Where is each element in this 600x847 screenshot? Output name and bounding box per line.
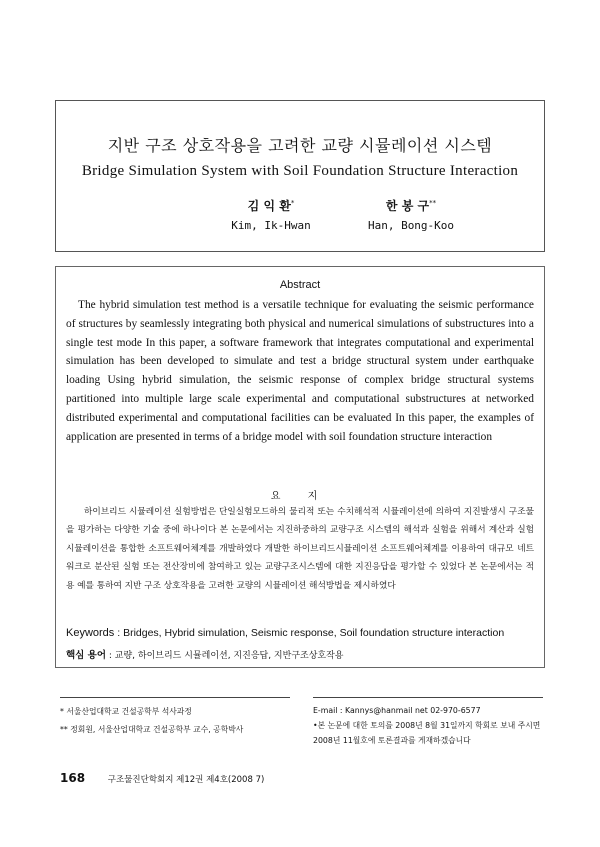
author-1-en: Kim, Ik-Hwan [231, 219, 311, 232]
contact-info: E-mail : Kannys@hanmail net 02-970-6577 [313, 706, 481, 715]
title-korean: 지반 구조 상호작용을 고려한 교량 시뮬레이션 시스템 [107, 136, 493, 155]
page-footer [60, 771, 264, 785]
keywords-label-ko: 핵심 용어 [66, 650, 107, 661]
keywords-korean: 핵심 용어 : 교량, 하이브리드 시뮬레이션, 지진응답, 지반구조상호작용 [66, 650, 344, 661]
abstract-text: The hybrid simulation test method is a versatile technique for evaluating the seismic performance of structures by seamlessly integrating both physical and numerical simulations of substructures into a single test mode In this paper, a software framework that integrates computational and experimental simulation has been developed to simulate and test a bridge structural system under earthquake loading Using hybrid simulation, the seismic response of complex bridge structural systems partitioned into multiple large scale experimental and computational substructures at networked distributed experimental and computational facilities can be evaluated In this paper, the examples of application are presented in terms of a bridge model with soil foundation structure interaction [66, 299, 534, 443]
footnote-1: * 서울산업대학교 건설공학부 석사과정 [60, 707, 192, 716]
footnotes-right [313, 703, 543, 748]
title-english: Bridge Simulation System with Soil Foundation Structure Interaction [81, 163, 519, 179]
title-box [55, 100, 545, 252]
discussion-note: •본 논문에 대한 토의를 2008년 8월 31일까지 학회로 보내 주시면 2008년 11월호에 토론결과를 게재하겠습니다 [313, 721, 541, 745]
footnote-divider-left [60, 697, 290, 698]
author-2-en: Han, Bong-Koo [367, 219, 455, 232]
keywords-label: Keywords [66, 627, 115, 639]
abstract-heading: Abstract [279, 279, 321, 291]
keywords-value-ko: 교량, 하이브리드 시뮬레이션, 지진응답, 지반구조상호작용 [114, 651, 344, 661]
keywords-english: Keywords : Bridges, Hybrid simulation, Seismic response, Soil foundation structure interaction [66, 627, 505, 639]
yoji-heading: 요 지 [270, 491, 330, 502]
keywords-value: Bridges, Hybrid simulation, Seismic response, Soil foundation structure interaction [123, 627, 505, 639]
journal-citation: 구조물진단학회지 제12권 제4호(2008 7) [107, 775, 265, 785]
footnote-divider-right [313, 697, 543, 698]
author-1-ko: 김 익 환* [247, 199, 295, 213]
author-2-ko: 한 봉 구** [385, 199, 437, 213]
yoji-text: 하이브리드 시뮬레이션 실험방법은 단일실험모드하의 물리적 또는 수치해석적 시뮬레이션에 의하여 지진발생시 구조물을 평가하는 다양한 기술 중에 하나이다 본 논문에서는 지진하중하의 교량구조 시스템의 해석과 실험을 위해서 계산과 실험 시뮬레이션을 통합한 소프트웨어체계를 개발하였다 개발한 하이브리드시뮬레이션 소프트웨어체계를 이용하여 대규모 네트워크로 분산된 실험 또는 전산장비에 참여하고 있는 교량구조시스템에 대한 지진응답을 평가할 수 있었다 본 논문에서는 적용 예를 통하여 지반 구조 상호작용을 고려한 교량의 시뮬레이션 해석방법을 제시하였다 [66, 507, 534, 591]
footnote-2: ** 정회원, 서울산업대학교 건설공학부 교수, 공학박사 [60, 725, 244, 734]
footnotes-left [60, 703, 290, 739]
abstract-box [55, 266, 545, 668]
page-number: 168 [60, 771, 86, 785]
